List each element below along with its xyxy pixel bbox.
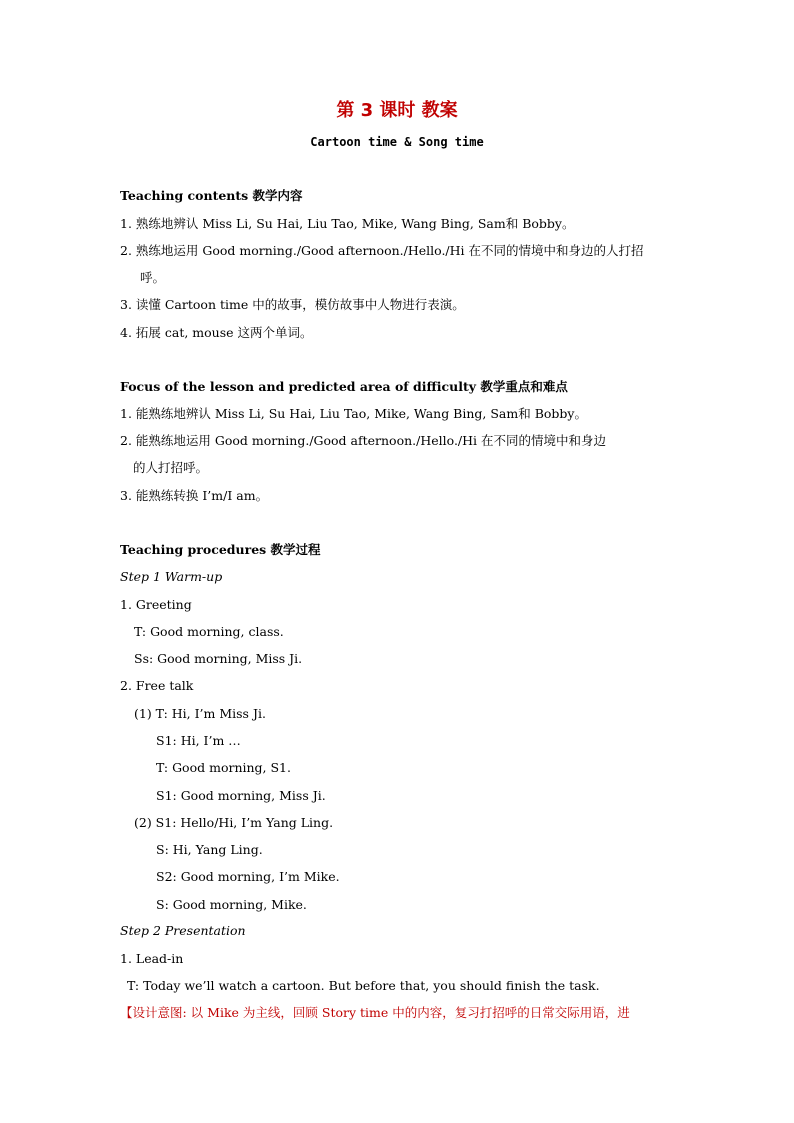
section-heading-teaching-contents: Teaching contents 教学内容	[120, 188, 303, 203]
dialogue-line: Ss: Good morning, Miss Ji.	[134, 651, 303, 666]
list-item-continuation: 呼。	[140, 270, 166, 285]
list-item: 2. 能熟练地运用 Good morning./Good afternoon./Hello./Hi 在不同的情境中和身边	[120, 433, 607, 448]
dialogue-line: S2: Good morning, I’m Mike.	[156, 869, 340, 884]
dialogue-line: S: Good morning, Mike.	[156, 897, 307, 912]
dialogue-line: S1: Good morning, Miss Ji.	[156, 788, 326, 803]
procedure-line: 1. Greeting	[120, 597, 192, 612]
dialogue-line: (1) T: Hi, I’m Miss Ji.	[134, 706, 266, 721]
list-item: 2. 熟练地运用 Good morning./Good afternoon./Hello./Hi 在不同的情境中和身边的人打招	[120, 243, 644, 258]
list-item: 3. 能熟练转换 I’m/I am。	[120, 488, 269, 503]
page-subtitle: Cartoon time & Song time	[310, 135, 484, 149]
dialogue-line: S: Hi, Yang Ling.	[156, 842, 263, 857]
list-item: 4. 拓展 cat, mouse 这两个单词。	[120, 325, 313, 340]
step-heading-warm-up: Step 1 Warm-up	[120, 569, 223, 584]
section-heading-procedures: Teaching procedures 教学过程	[120, 542, 321, 557]
procedure-line: 1. Lead-in	[120, 951, 184, 966]
list-item-continuation: 的人打招呼。	[133, 460, 209, 475]
dialogue-line: T: Good morning, S1.	[156, 760, 291, 775]
step-heading-presentation: Step 2 Presentation	[120, 923, 246, 938]
list-item: 3. 读懂 Cartoon time 中的故事，模仿故事中人物进行表演。	[120, 297, 465, 312]
page-title: 第 3 课时 教案	[336, 100, 458, 121]
design-intent-note: 【设计意图: 以 Mike 为主线，回顾 Story time 中的内容，复习打招呼的日常交际用语，进	[120, 1005, 630, 1020]
dialogue-line: T: Good morning, class.	[134, 624, 284, 639]
section-heading-focus: Focus of the lesson and predicted area of difficulty 教学重点和难点	[120, 379, 568, 394]
dialogue-line: (2) S1: Hello/Hi, I’m Yang Ling.	[134, 815, 334, 830]
list-item: 1. 熟练地辨认 Miss Li, Su Hai, Liu Tao, Mike, Wang Bing, Sam和 Bobby。	[120, 216, 575, 231]
dialogue-line: T: Today we’ll watch a cartoon. But before that, you should finish the task.	[127, 978, 600, 993]
list-item: 1. 能熟练地辨认 Miss Li, Su Hai, Liu Tao, Mike, Wang Bing, Sam和 Bobby。	[120, 406, 587, 421]
dialogue-line: S1: Hi, I’m …	[156, 733, 241, 748]
procedure-line: 2. Free talk	[120, 678, 194, 693]
